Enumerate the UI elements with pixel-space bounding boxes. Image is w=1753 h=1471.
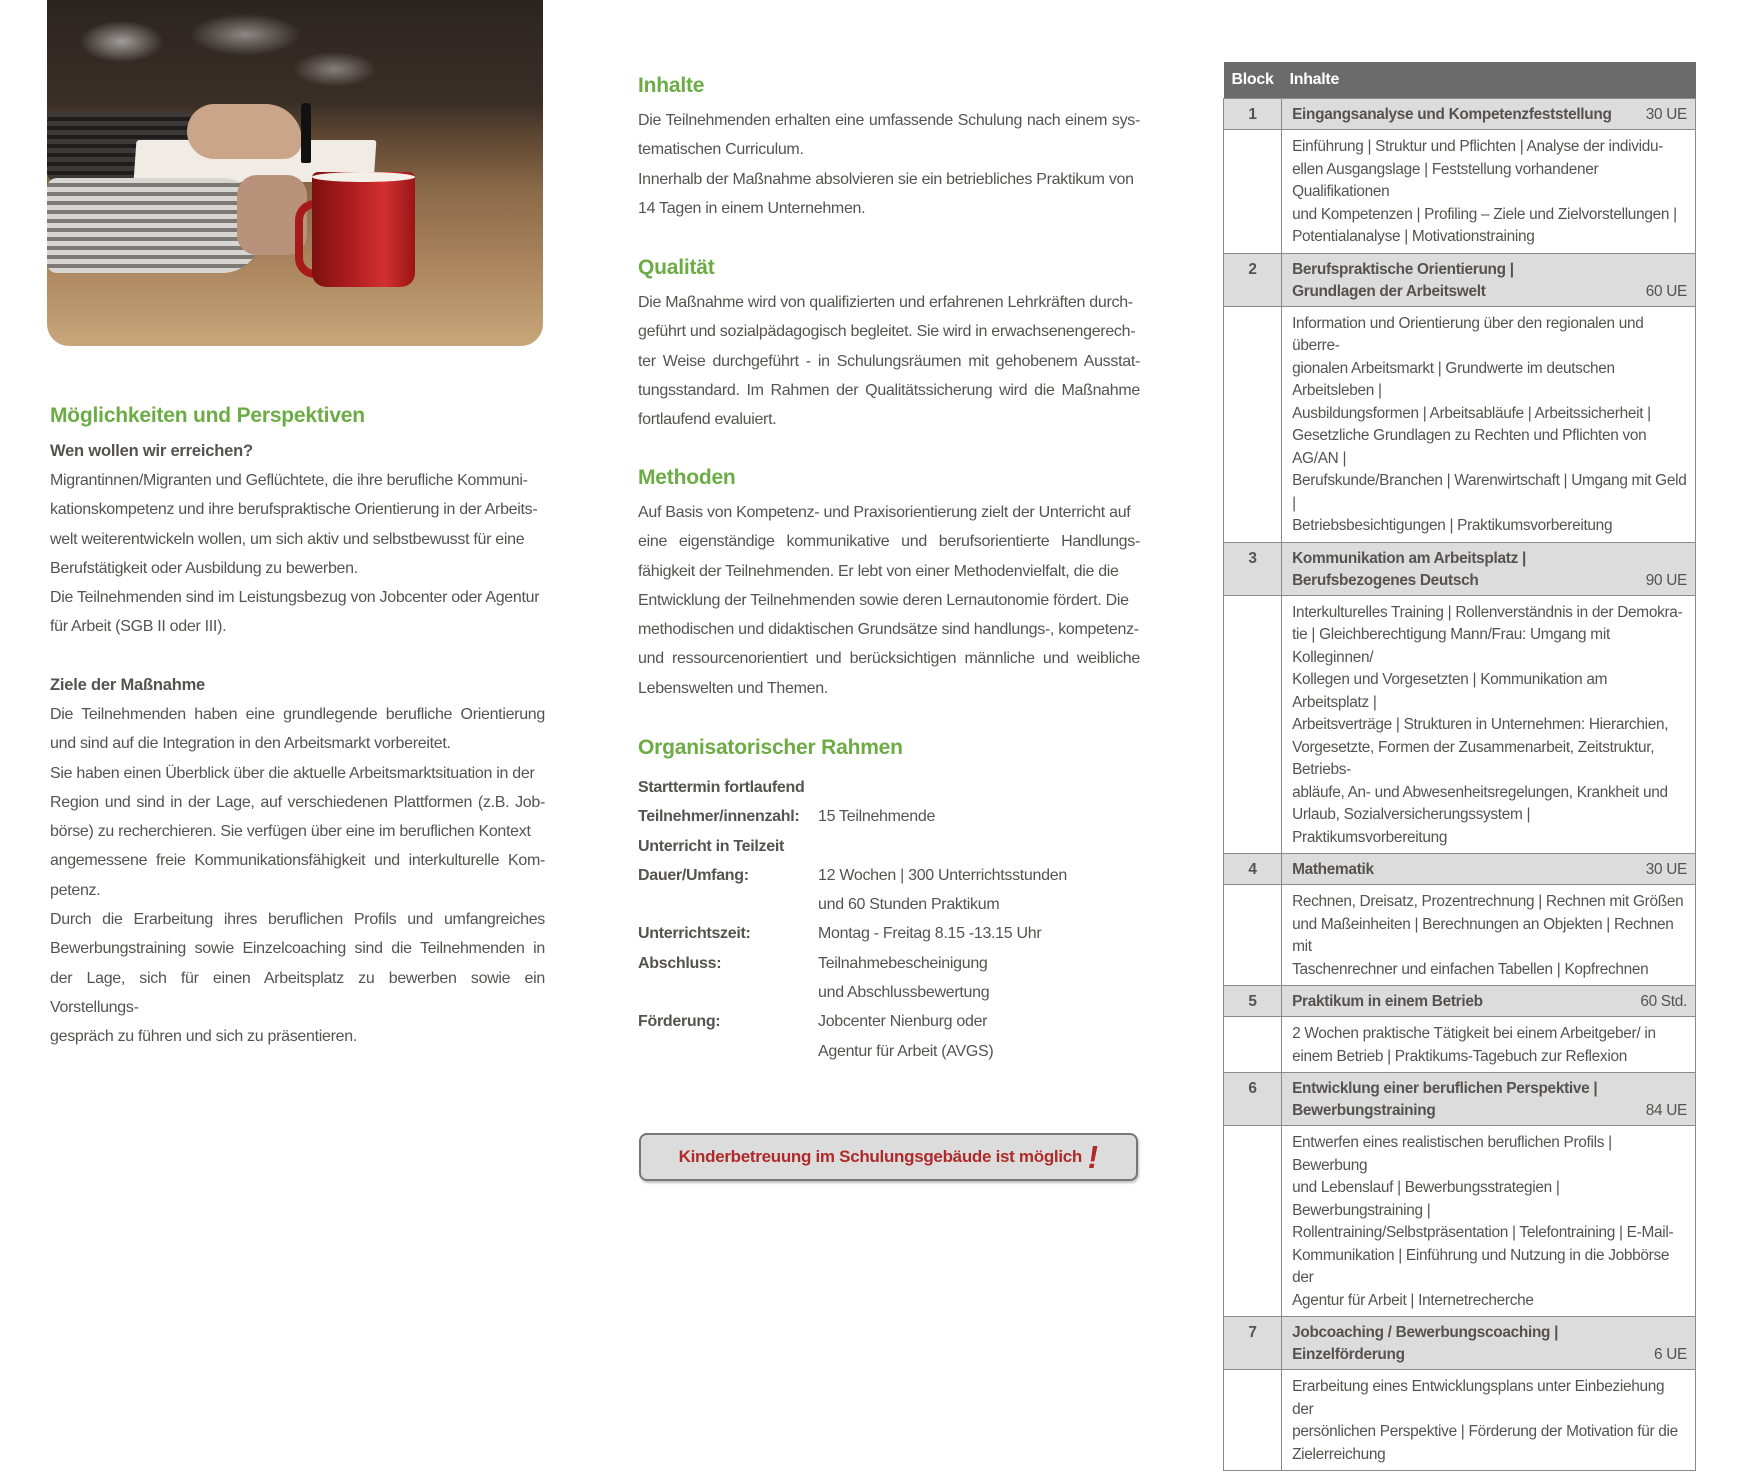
empty-cell (1224, 306, 1282, 542)
block-number: 2 (1224, 253, 1282, 306)
participants-value: 15 Teilnehmende (818, 808, 936, 826)
block-units: 30 UE (1645, 106, 1687, 123)
block-description: Rechnen, Dreisatz, Prozentrechnung | Rechnen mit Größen und Maßeinheiten | Berechnungen an Objekten | Rechnen mit Taschenrechner und einfachen Tabellen | Kopfrechnen (1282, 885, 1696, 986)
block-description-row (1224, 306, 1696, 542)
column-header-block: Block (1224, 62, 1282, 99)
block-number: 7 (1224, 1317, 1282, 1370)
block-description: Erarbeitung eines Entwicklungsplans unter Einbeziehung der persönlichen Perspektive | Förderung der Motivation für die Zielerreichung (1282, 1370, 1696, 1471)
block-title: Eingangsanalyse und Kompetenzfeststellung (1292, 106, 1612, 123)
block-units: 84 UE (1645, 1102, 1687, 1119)
block-number: 4 (1224, 854, 1282, 885)
empty-cell (1224, 595, 1282, 854)
block-title: Entwicklung einer beruflichen Perspektive | Bewerbungstraining (1292, 1080, 1598, 1119)
exclamation-icon: ! (1084, 1139, 1102, 1175)
block-title: Berufspraktische Orientierung | Grundlagen der Arbeitswelt (1292, 260, 1514, 300)
block-title-cell (1282, 854, 1696, 885)
time-label: Unterrichtszeit: (638, 925, 751, 943)
block-number: 6 (1224, 1073, 1282, 1126)
methoden-text: Auf Basis von Kompetenz- und Praxisorientierung zielt der Unterricht auf eine eigenständige kommunikative und berufsorientierte Handlungs- fähigkeit der Teilnehmenden. Er lebt von einer Methodenvielfalt, die die Entwicklung der Teilnehmenden sowie deren Lernautonomie fördert. Die methodischen und didaktischen Grundsätze sind handlungs-, kompetenz- und ressourcenorientiert und berücksichtigen männliche und weibliche Lebenswelten und Themen. (638, 504, 1140, 697)
empty-cell (1224, 885, 1282, 986)
block-description: 2 Wochen praktische Tätigkeit bei einem Arbeitgeber/ in einem Betrieb | Praktikums-Tagebuch zur Reflexion (1282, 1017, 1696, 1073)
block-units: 90 UE (1645, 571, 1687, 589)
section-heading-methoden: Methoden (638, 466, 736, 489)
section-heading-perspektiven: Möglichkeiten und Perspektiven (50, 404, 365, 427)
block-description: Interkulturelles Training | Rollenverständnis in der Demokra- tie | Gleichberechtigung Mann/Frau: Umgang mit Kolleginnen/ Kollegen und Vorgesetzten | Kommunikation am Arbeitsplatz | Arbeitsverträge | Strukturen in Unternehmen: Hierarchien, Vorgesetzte, Formen der Zusammenarbeit, Zeitstruktur, Betriebs- abläufe, An- und Abwesenheitsregelungen, Krankheit und Urlaub, Sozialversicherungssystem | Praktikumsvorbereitung (1282, 595, 1696, 854)
section-heading-qualitaet: Qualität (638, 256, 715, 279)
target-group-text: Migrantinnen/Migranten und Geflüchtete, die ihre berufliche Kommuni- kationskompetenz und ihre berufspraktische Orientierung in der Arbeits- welt weiterentwickeln wollen, um sich aktiv und selbstbewusst für eine Berufstätigkeit oder Ausbildung zu bewerben. Die Teilnehmenden sind im Leistungsbezug von Jobcenter oder Agentur für Arbeit (SGB II oder III). (50, 472, 540, 636)
block-title-row (1224, 854, 1696, 885)
childcare-notice (639, 1133, 1138, 1181)
funding-value: Jobcenter Nienburg oder Agentur für Arbeit (AVGS) (818, 1013, 994, 1060)
duration-label: Dauer/Umfang: (638, 866, 749, 884)
block-title-row (1224, 1317, 1696, 1370)
block-units: 60 Std. (1640, 993, 1687, 1010)
block-title: Kommunikation am Arbeitsplatz | Berufsbezogenes Deutsch (1292, 549, 1526, 589)
empty-cell (1224, 1370, 1282, 1471)
qualitaet-text: Die Maßnahme wird von qualifizierten und erfahrenen Lehrkräften durch- geführt und sozialpädagogisch begleitet. Sie wird in erwachsenengerech- ter Weise durchgeführt - in Schulungsräumen mit gehobenem Ausstat- tungsstandard. Im Rahmen der Qualitätssicherung wird die Maßnahme fortlaufend evaluiert. (638, 294, 1140, 429)
block-title: Jobcoaching / Bewerbungscoaching | Einzelförderung (1292, 1324, 1559, 1363)
curriculum-table (1223, 62, 1696, 1471)
subheading-goals: Ziele der Maßnahme (50, 676, 206, 694)
start-date-label: Starttermin fortlaufend (638, 779, 805, 796)
parttime-label: Unterricht in Teilzeit (638, 837, 785, 855)
participants-label: Teilnehmer/innenzahl: (638, 808, 800, 826)
funding-label: Förderung: (638, 1013, 721, 1031)
degree-label: Abschluss: (638, 954, 722, 972)
photo-hand (187, 104, 302, 159)
photo-sleeve (47, 178, 262, 273)
photo-red-mug (312, 172, 415, 287)
block-title-cell (1282, 253, 1696, 306)
block-description-row (1224, 885, 1696, 986)
block-description-row (1224, 595, 1696, 854)
block-title-cell (1282, 986, 1696, 1017)
block-title: Praktikum in einem Betrieb (1292, 993, 1483, 1010)
organisational-details (638, 773, 1138, 1066)
section-heading-inhalte: Inhalte (638, 74, 705, 97)
empty-cell (1224, 130, 1282, 254)
childcare-notice-text: Kinderbetreuung im Schulungsgebäude ist möglich (678, 1147, 1083, 1166)
degree-value: Teilnahmebescheinigung und Abschlussbewertung (818, 954, 990, 1002)
block-title-cell (1282, 1317, 1696, 1370)
block-units: 6 UE (1653, 1346, 1687, 1363)
block-description-row (1224, 1370, 1696, 1471)
section-heading-rahmen: Organisatorischer Rahmen (638, 736, 903, 759)
time-value: Montag - Freitag 8.15 -13.15 Uhr (818, 925, 1042, 943)
block-title-row (1224, 1073, 1696, 1126)
block-title-row (1224, 253, 1696, 306)
goals-text: Die Teilnehmenden haben eine grundlegende berufliche Orientierung und sind auf die Integration in den Arbeitsmarkt vorbereitet. Sie haben einen Überblick über die aktuelle Arbeitsmarktsituation in der Region und sind in der Lage, auf verschiedenen Plattformen (z.B. Job- börse) zu recherchieren. Sie verfügen über eine im beruflichen Kontext angemessene freie Kommunikationsfähigkeit und interkulturelle Kom- petenz. Durch die Erarbeitung ihres beruflichen Profils und umfangreiches Bewerbungstraining sowie Einzelcoaching sind die Teilnehmenden in der Lage, sich für einen Arbeitsplatz zu bewerben sowie ein Vorstellungs- gespräch zu führen und sich zu präsentieren. (50, 706, 545, 1046)
block-number: 5 (1224, 986, 1282, 1017)
block-title-cell (1282, 542, 1696, 595)
photo-pen (301, 103, 311, 163)
duration-value: 12 Wochen | 300 Unterrichtsstunden und 60 Stunden Praktikum (818, 866, 1067, 914)
empty-cell (1224, 1126, 1282, 1317)
block-title-cell (1282, 1073, 1696, 1126)
block-title-cell (1282, 99, 1696, 130)
block-title-row (1224, 542, 1696, 595)
block-units: 60 UE (1645, 282, 1687, 300)
inhalte-text: Die Teilnehmenden erhalten eine umfassende Schulung nach einem sys- tematischen Curriculum. Innerhalb der Maßnahme absolvieren sie ein betriebliches Praktikum von 14 Tagen in einem Unternehmen. (638, 112, 1140, 217)
block-description: Information und Orientierung über den regionalen und überre- gionalen Arbeitsmarkt | Grundwerte im deutschen Arbeitsleben | Ausbildungsformen | Arbeitsabläufe | Arbeitssicherheit | Gesetzliche Grundlagen zu Rechten und Pflichten von AG/AN | Berufskunde/Branchen | Warenwirtschaft | Umgang mit Geld | Betriebsbesichtigungen | Praktikumsvorbereitung (1282, 306, 1696, 542)
block-number: 3 (1224, 542, 1282, 595)
header-photo (47, 0, 543, 346)
block-description-row (1224, 1017, 1696, 1073)
block-description-row (1224, 130, 1696, 254)
block-description: Einführung | Struktur und Pflichten | Analyse der individu- ellen Ausgangslage | Feststellung vorhandener Qualifikationen und Kompetenzen | Profiling – Ziele und Zielvorstellungen | Potentialanalyse | Motivationstraining (1282, 130, 1696, 254)
block-description: Entwerfen eines realistischen beruflichen Profils | Bewerbung und Lebenslauf | Bewerbungsstrategien | Bewerbungstraining | Rollentraining/Selbstpräsentation | Telefontraining | E-Mail- Kommunikation | Einführung und Nutzung in die Jobbörse der Agentur für Arbeit | Internetrecherche (1282, 1126, 1696, 1317)
block-title: Mathematik (1292, 861, 1374, 878)
block-units: 30 UE (1645, 861, 1687, 878)
table-header-row (1224, 62, 1696, 99)
block-description-row (1224, 1126, 1696, 1317)
block-title-row (1224, 99, 1696, 130)
block-number: 1 (1224, 99, 1282, 130)
empty-cell (1224, 1017, 1282, 1073)
block-title-row (1224, 986, 1696, 1017)
subheading-target-group: Wen wollen wir erreichen? (50, 442, 253, 460)
column-header-content: Inhalte (1282, 62, 1696, 99)
